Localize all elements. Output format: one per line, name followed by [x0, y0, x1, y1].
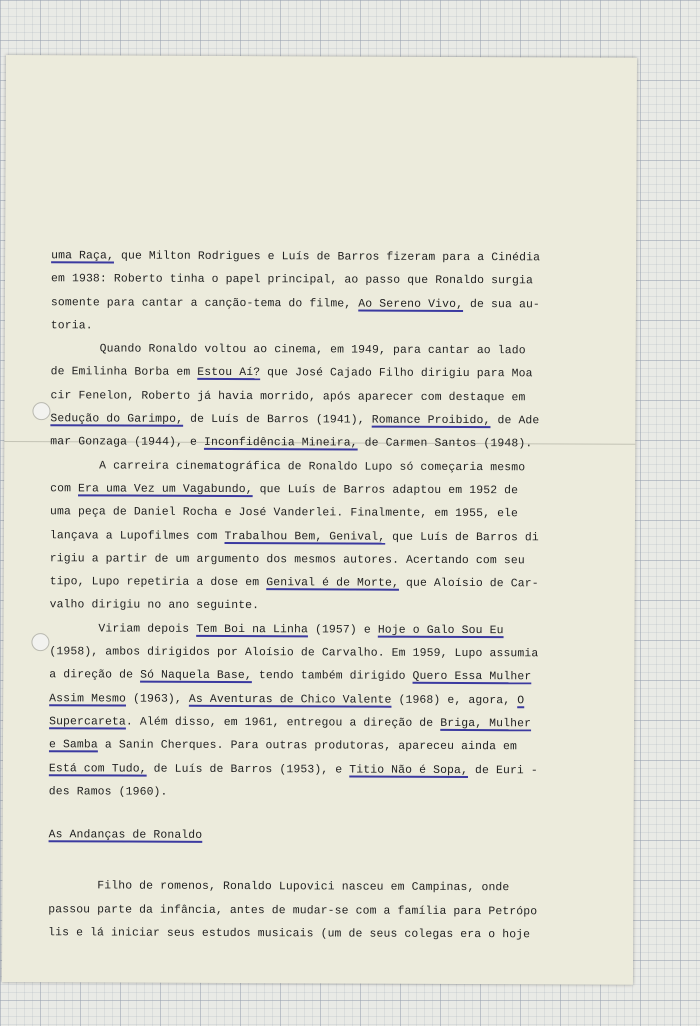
text-line: uma Raça, que Milton Rodrigues e Luís de Barros fizeram para a Cinédia — [51, 250, 541, 265]
text-line: tipo, Lupo repetiria a dose em Genival é de Morte, que Aloísio de Car- — [49, 576, 539, 591]
film-title: Genival é de Morte, — [266, 577, 400, 590]
text-line: valho dirigiu no ano seguinte. — [49, 599, 260, 613]
film-title: O — [517, 694, 525, 707]
paragraph — [50, 455, 581, 620]
text-line: Assim Mesmo (1963), As Aventuras de Chico Valente (1968) e, agora, O — [49, 692, 525, 707]
text-line: toria. — [50, 320, 93, 333]
film-title: uma Raça, — [51, 250, 115, 263]
film-title: Está com Tudo, — [48, 762, 147, 776]
text-line: des Ramos (1960). — [48, 786, 168, 799]
text-line: uma peça de Daniel Rocha e José Vanderlei. Finalmente, em 1955, ele — [49, 506, 519, 521]
text-line: de Emilinha Borba em Estou Aí? que José Cajado Filho dirigiu para Moa — [50, 366, 533, 381]
film-title: Hoje o Galo Sou Eu — [377, 624, 504, 637]
text-line: somente para cantar a canção-tema do filme, Ao Sereno Vivo, de sua au- — [50, 296, 540, 311]
film-title: Tem Boi na Linha — [196, 623, 309, 637]
film-title: Briga, Mulher — [440, 717, 532, 731]
section-heading — [49, 824, 579, 850]
film-title: e Samba — [48, 739, 98, 752]
film-title: Assim Mesmo — [49, 692, 127, 706]
paragraph — [49, 618, 580, 807]
text-line: e Samba a Sanin Cherques. Para outras produtoras, apareceu ainda em — [48, 739, 518, 754]
text-line: (1958), ambos dirigidos por Aloísio de Carvalho. Em 1959, Lupo assumia — [49, 646, 539, 661]
text-line: com Era uma Vez um Vagabundo, que Luís de Barros adaptou em 1952 de — [50, 483, 519, 498]
text-line: A carreira cinematográfica de Ronaldo Lupo só começaria mesmo — [50, 459, 526, 474]
film-title: Trabalhou Bem, Genival, — [224, 530, 386, 544]
text-line: Está com Tudo, de Luís de Barros (1953), e Titio Não é Sopa, de Euri - — [48, 762, 538, 777]
text-line: lis e lá iniciar seus estudos musicais (um de seus colegas era o hoje — [48, 927, 531, 942]
film-title: As Aventuras de Chico Valente — [188, 693, 392, 707]
typewritten-page — [2, 55, 637, 985]
text-line: mar Gonzaga (1944), e Inconfidência Mineira, de Carmen Santos (1948). — [50, 436, 533, 451]
paragraph — [50, 338, 581, 457]
text-line: lançava a Lupofilmes com Trabalhou Bem, Genival, que Luís de Barros di — [49, 529, 539, 544]
film-title: Ao Sereno Vivo, — [358, 298, 464, 311]
text-line: Viriam depois Tem Boi na Linha (1957) e Hoje o Galo Sou Eu — [49, 622, 504, 637]
text-line: rigiu a partir de um argumento dos mesmos autores. Acertando com seu — [49, 553, 525, 568]
spacer — [49, 804, 579, 826]
text-line: Filho de romenos, Ronaldo Lupovici nasceu em Campinas, onde — [48, 880, 510, 895]
punch-hole — [31, 633, 49, 651]
film-title: Romance Proibido, — [371, 414, 491, 428]
film-title: Só Naquela Base, — [140, 669, 252, 683]
text-line: Sedução do Garimpo, de Luís de Barros (1941), Romance Proibido, de Ade — [50, 413, 540, 428]
paragraph — [51, 245, 581, 340]
film-title: Quero Essa Mulher — [412, 671, 532, 684]
text-line: cir Fenelon, Roberto já havia morrido, após aparecer com destaque em — [50, 389, 526, 405]
film-title: Inconfidência Mineira, — [203, 437, 358, 450]
paragraph — [48, 876, 578, 948]
text-line: a direção de Só Naquela Base, tendo também dirigido Quero Essa Mulher — [49, 669, 532, 684]
film-title: Estou Aí? — [197, 367, 261, 380]
text-line: Quando Ronaldo voltou ao cinema, em 1949, para cantar ao lado — [50, 343, 526, 358]
film-title: Sedução do Garimpo, — [50, 413, 184, 426]
text-line: passou parte da infância, antes de mudar-se com a família para Petrópo — [48, 903, 538, 919]
text-line: Supercareta. Além disso, em 1961, entregou a direção de Briga, Mulher — [49, 716, 532, 731]
film-title: Supercareta — [49, 716, 126, 729]
document-body — [48, 245, 581, 948]
film-title: Era uma Vez um Vagabundo, — [78, 483, 253, 497]
section-heading-text: As Andanças de Ronaldo — [48, 829, 203, 842]
text-line: em 1938: Roberto tinha o papel principal, ao passo que Ronaldo surgia — [50, 273, 534, 288]
spacer — [48, 848, 578, 878]
film-title: Titio Não é Sopa, — [349, 764, 469, 777]
punch-hole — [32, 402, 50, 420]
